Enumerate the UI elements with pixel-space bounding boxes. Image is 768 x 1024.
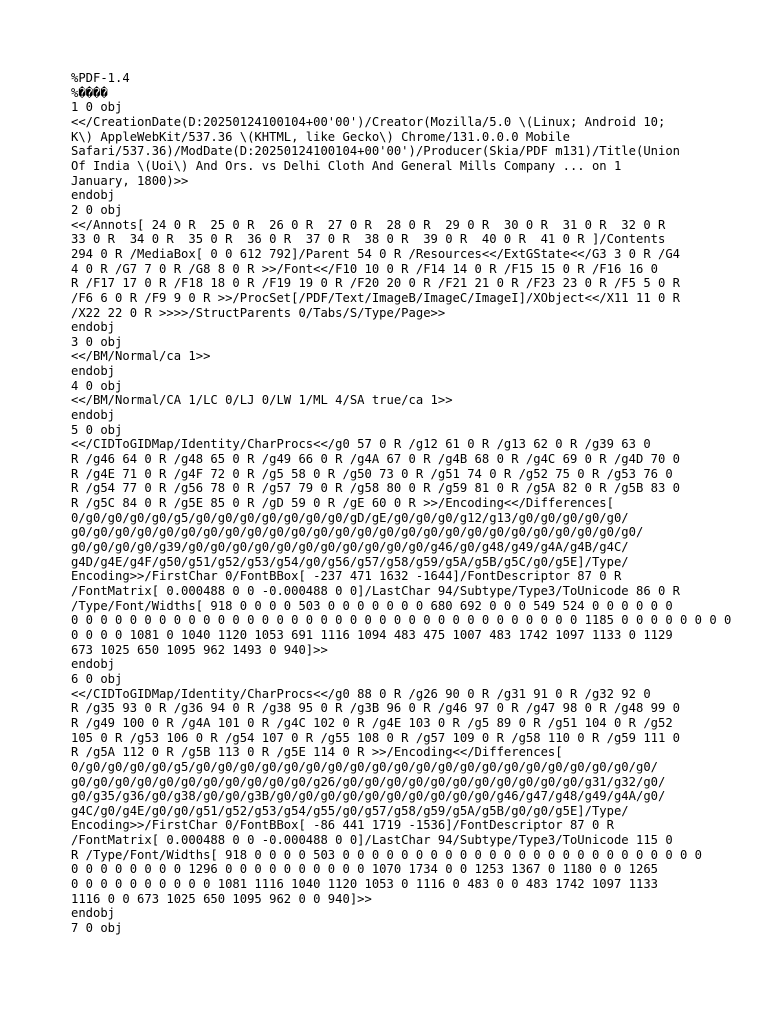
text-line: 5 0 obj [71,422,123,437]
text-line: <</Annots[ 24 0 R 25 0 R 26 0 R 27 0 R 28 0 R 29 0 R 30 0 R 31 0 R 32 0 R [71,217,666,232]
text-line: January, 1800)>> [71,173,189,188]
text-line: 1 0 obj [71,100,123,115]
text-line: /FontMatrix[ 0.000488 0 0 -0.000488 0 0]/LastChar 94/Subtype/Type3/ToUnicode 115 0 [71,833,673,848]
text-line: /FontMatrix[ 0.000488 0 0 -0.000488 0 0]/LastChar 94/Subtype/Type3/ToUnicode 86 0 R [71,583,681,598]
text-line: /F6 6 0 R /F9 9 0 R >>/ProcSet[/PDF/Text/ImageB/ImageC/ImageI]/XObject<</X11 11 0 R [71,290,681,305]
text-line: R /g49 100 0 R /g4A 101 0 R /g4C 102 0 R /g4E 103 0 R /g5 89 0 R /g51 104 0 R /g52 [71,715,673,730]
text-line: 0/g0/g0/g0/g0/g5/g0/g0/g0/g0/g0/g0/g0/g0/g0/g0/g0/g0/g0/g0/g0/g0/g0/g0/g0/g0/g0/ [71,759,658,774]
text-line: R /g46 64 0 R /g48 65 0 R /g49 66 0 R /g4A 67 0 R /g4B 68 0 R /g4C 69 0 R /g4D 70 0 [71,452,681,467]
text-line: 2 0 obj [71,202,123,217]
text-line: R /Type/Font/Widths[ 918 0 0 0 0 503 0 0 0 0 0 0 0 0 0 0 0 0 0 0 0 0 0 0 0 0 0 0 0 0 0 [71,847,703,862]
text-line: 4 0 obj [71,378,123,393]
text-line: <</CreationDate(D:20250124100104+00'00')/Creator(Mozilla/5.0 \(Linux; Android 10; [71,114,666,129]
text-line: <</BM/Normal/ca 1>> [71,349,211,364]
text-line: 294 0 R /MediaBox[ 0 0 612 792]/Parent 54 0 R /Resources<</ExtGState<</G3 3 0 R /G4 [71,246,681,261]
text-line: 0 0 0 0 1081 0 1040 1120 1053 691 1116 1094 483 475 1007 483 1742 1097 1133 0 1129 [71,627,673,642]
text-line: %PDF-1.4 [71,71,130,85]
text-line: Safari/537.36)/ModDate(D:20250124100104+00'00')/Producer(Skia/PDF m131)/Title(Union [71,144,681,159]
text-line: Of India \(Uoi\) And Ors. vs Delhi Cloth And General Mills Company ... on 1 [71,158,622,173]
text-line: 3 0 obj [71,334,123,349]
text-line: K\) AppleWebKit/537.36 \(KHTML, like Gecko\) Chrome/131.0.0.0 Mobile [71,129,570,144]
text-line: Encoding>>/FirstChar 0/FontBBox[ -86 441 1719 -1536]/FontDescriptor 87 0 R [71,818,614,833]
text-line: 33 0 R 34 0 R 35 0 R 36 0 R 37 0 R 38 0 R 39 0 R 40 0 R 41 0 R ]/Contents [71,232,666,247]
text-line: R /g4E 71 0 R /g4F 72 0 R /g5 58 0 R /g50 73 0 R /g51 74 0 R /g52 75 0 R /g53 76 0 [71,466,673,481]
text-line: <</CIDToGIDMap/Identity/CharProcs<</g0 88 0 R /g26 90 0 R /g31 91 0 R /g32 92 0 [71,686,651,701]
text-line: g0/g0/g0/g0/g39/g0/g0/g0/g0/g0/g0/g0/g0/g0/g0/g0/g46/g0/g48/g49/g4A/g4B/g4C/ [71,540,629,554]
text-line: endobj [71,364,116,379]
text-line: 6 0 obj [71,671,123,686]
text-line: 0 0 0 0 0 0 0 0 1296 0 0 0 0 0 0 0 0 0 0 1070 1734 0 0 1253 1367 0 1180 0 0 1265 [71,862,658,877]
text-line: /Type/Font/Widths[ 918 0 0 0 0 503 0 0 0 0 0 0 0 680 692 0 0 0 549 524 0 0 0 0 0 0 [71,598,673,613]
text-line: R /g35 93 0 R /g36 94 0 R /g38 95 0 R /g3B 96 0 R /g46 97 0 R /g47 98 0 R /g48 99 0 [71,701,681,716]
text-line: /X22 22 0 R >>>>/StructParents 0/Tabs/S/Type/Page>> [71,305,446,320]
text-line: Encoding>>/FirstChar 0/FontBBox[ -237 471 1632 -1644]/FontDescriptor 87 0 R [71,569,622,584]
text-line: 0/g0/g0/g0/g0/g5/g0/g0/g0/g0/g0/g0/g0/gD/gE/g0/g0/g0/g12/g13/g0/g0/g0/g0/g0/ [71,510,629,525]
text-line: 105 0 R /g53 106 0 R /g54 107 0 R /g55 108 0 R /g57 109 0 R /g58 110 0 R /g59 111 0 [71,730,681,745]
text-line: R /g5C 84 0 R /g5E 85 0 R /gD 59 0 R /gE 60 0 R >>/Encoding<</Differences[ [71,496,614,511]
text-line: endobj [71,188,116,203]
text-line: 0 0 0 0 0 0 0 0 0 0 0 0 0 0 0 0 0 0 0 0 0 0 0 0 0 0 0 0 0 0 0 0 0 0 0 1185 0 0 0 0 0 0 0 0 [71,613,732,628]
text-line: g0/g35/g36/g0/g38/g0/g0/g3B/g0/g0/g0/g0/g0/g0/g0/g0/g0/g0/g46/g47/g48/g49/g4A/g0/ [71,789,666,804]
text-line: <</BM/Normal/CA 1/LC 0/LJ 0/LW 1/ML 4/SA true/ca 1>> [71,393,453,408]
text-line: endobj [71,408,116,423]
text-line: endobj [71,657,116,672]
text-line: 7 0 obj [71,921,123,936]
text-line: R /g5A 112 0 R /g5B 113 0 R /g5E 114 0 R >>/Encoding<</Differences[ [71,745,563,760]
text-line: 4 0 R /G7 7 0 R /G8 8 0 R >>/Font<</F10 10 0 R /F14 14 0 R /F15 15 0 R /F16 16 0 [71,261,658,276]
text-line: R /g54 77 0 R /g56 78 0 R /g57 79 0 R /g58 80 0 R /g59 81 0 R /g5A 82 0 R /g5B 83 0 [71,481,681,496]
text-line: <</CIDToGIDMap/Identity/CharProcs<</g0 57 0 R /g12 61 0 R /g13 62 0 R /g39 63 0 [71,437,651,452]
text-line: R /F17 17 0 R /F18 18 0 R /F19 19 0 R /F20 20 0 R /F21 21 0 R /F23 23 0 R /F5 5 0 R [71,276,681,291]
text-line: g4D/g4E/g4F/g50/g51/g52/g53/g54/g0/g56/g57/g58/g59/g5A/g5B/g5C/g0/g5E]/Type/ [71,554,629,569]
text-line: g4C/g0/g4E/g0/g0/g51/g52/g53/g54/g55/g0/g57/g58/g59/g5A/g5B/g0/g0/g5E]/Type/ [71,803,629,818]
text-line: endobj [71,906,116,921]
text-line: g0/g0/g0/g0/g0/g0/g0/g0/g0/g0/g0/g0/g0/g0/g0/g0/g0/g0/g0/g0/g0/g0/g0/g0/g0/g0/ [71,525,644,540]
text-line: 1116 0 0 673 1025 650 1095 962 0 0 940]>> [71,891,372,906]
text-line: %���� [71,85,108,100]
text-line: endobj [71,320,116,335]
text-line: 673 1025 650 1095 962 1493 0 940]>> [71,642,328,657]
pdf-source-text [71,71,732,936]
text-line: g0/g0/g0/g0/g0/g0/g0/g0/g0/g0/g0/g26/g0/g0/g0/g0/g0/g0/g0/g0/g0/g0/g0/g31/g32/g0/ [71,774,666,789]
text-line: 0 0 0 0 0 0 0 0 0 0 1081 1116 1040 1120 1053 0 1116 0 483 0 0 483 1742 1097 1133 [71,877,658,892]
